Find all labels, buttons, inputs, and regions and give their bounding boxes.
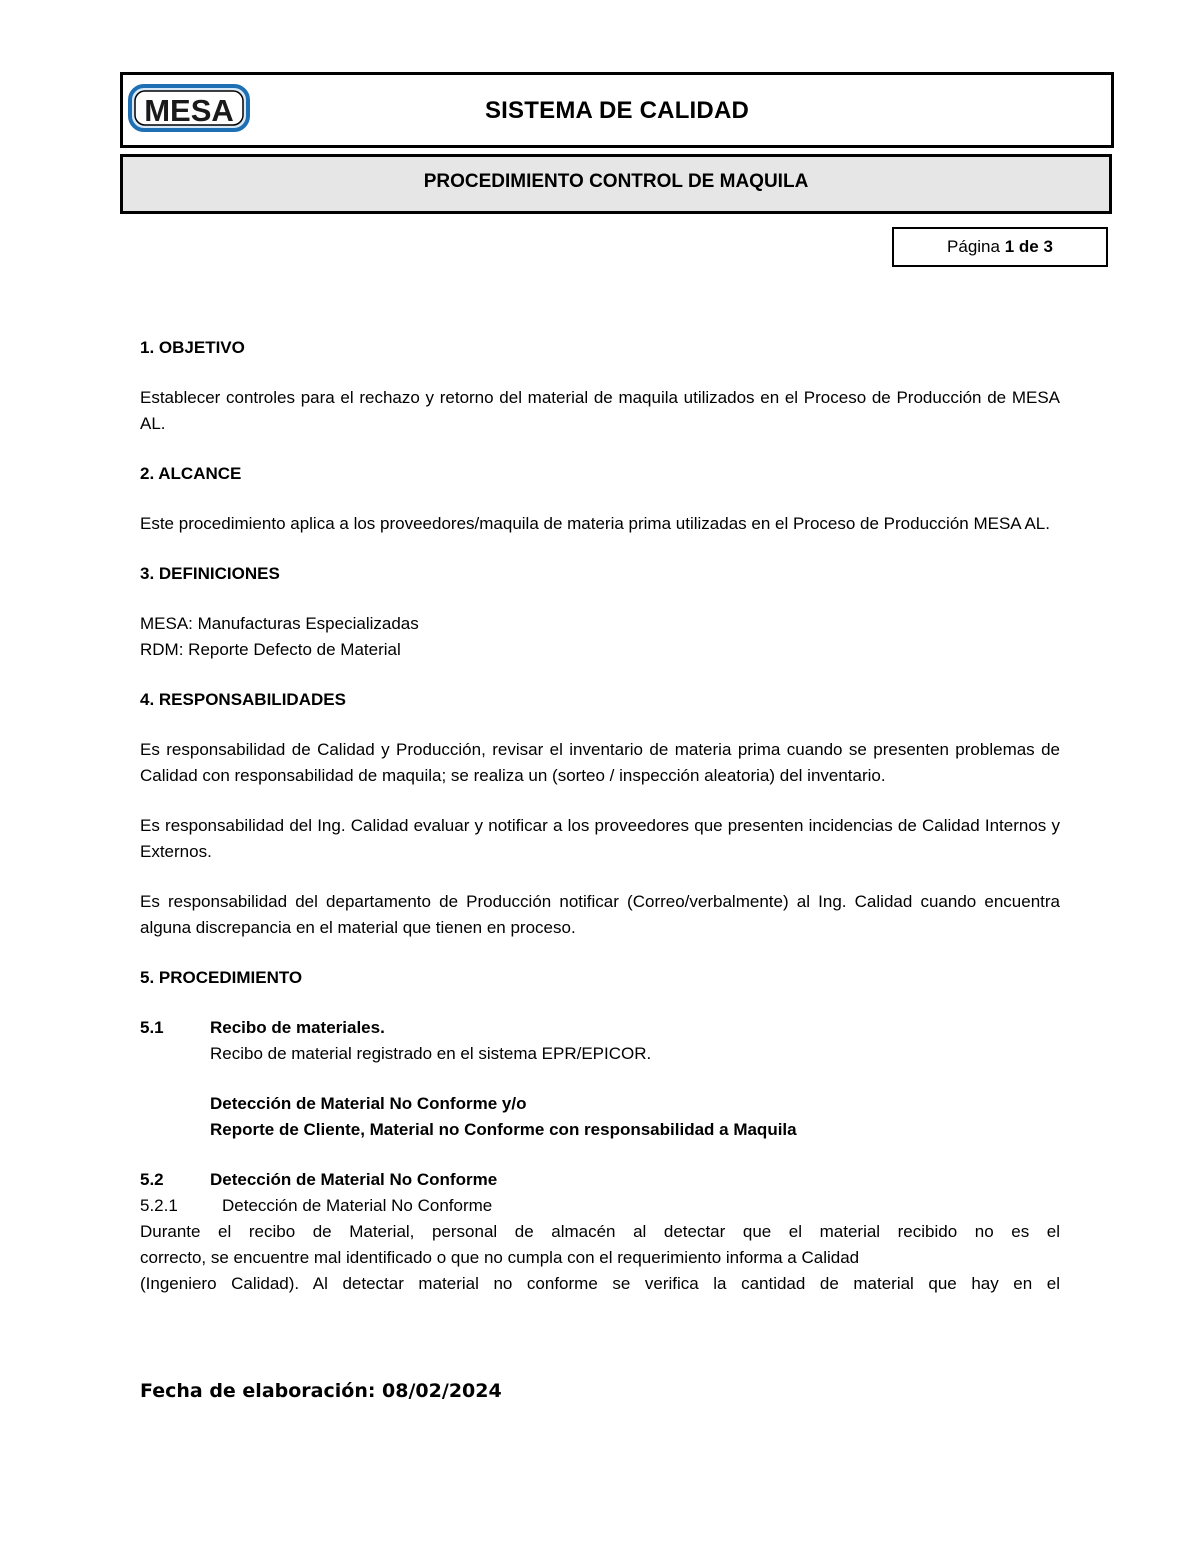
section-heading-objetivo: 1. OBJETIVO [140,338,245,357]
page-total: 3 [1043,237,1053,256]
page-current: 1 [1004,237,1015,256]
subsection-bold-line: Reporte de Cliente, Material no Conforme con responsabilidad a Maquila [210,1120,797,1139]
document-title: SISTEMA DE CALIDAD [484,97,750,124]
alcance-text: Este procedimiento aplica a los proveedores/maquila de materia prima utilizadas en el Proceso de Producción MESA AL. [140,514,1050,533]
page-label: Página [947,237,1000,256]
responsabilidad-paragraph: Es responsabilidad del departamento de Producción notificar (Correo/verbalmente) al Ing. Calidad cuando encuentra alguna discrepancia en el material que tienen en proceso. [140,892,1060,937]
section-heading-procedimiento: 5. PROCEDIMIENTO [140,968,303,987]
section-heading-alcance: 2. ALCANCE [140,464,242,483]
responsabilidad-paragraph: Es responsabilidad del Ing. Calidad evaluar y notificar a los proveedores que presenten incidencias de Calidad Internos y Externos. [140,816,1060,861]
subsection-number: 5.1 [140,1018,164,1037]
page-indicator [892,227,1108,267]
subsection-5-2-header [140,1167,1060,1193]
section-heading-definiciones: 3. DEFINICIONES [140,564,280,583]
section-heading-responsabilidades: 4. RESPONSABILIDADES [140,690,346,709]
subsection-title: Recibo de materiales. [210,1018,385,1037]
procedure-title-box [120,154,1112,214]
page-of: de [1018,237,1039,256]
responsabilidad-paragraph: Es responsabilidad de Calidad y Producción, revisar el inventario de materia prima cuando se presenten problemas de Calidad con responsabilidad de maquila; se realiza un (sorteo / inspección aleatoria) del inventario. [140,740,1060,785]
definition-item: MESA: Manufacturas Especializadas [140,614,419,633]
subsection-5-2-1-header [140,1193,1060,1219]
subsection-5-2-1-line: correcto, se encuentre mal identificado o que no cumpla con el requerimiento informa a Calidad [140,1248,860,1267]
svg-text:MESA: MESA [144,93,234,128]
subsection-title: Detección de Material No Conforme [222,1196,493,1215]
fecha-elaboracion: Fecha de elaboración: 08/02/2024 [140,1380,502,1402]
subsection-number: 5.2 [140,1170,164,1189]
procedure-title: PROCEDIMIENTO CONTROL DE MAQUILA [423,171,809,192]
subsection-title: Detección de Material No Conforme [210,1170,498,1189]
definition-item: RDM: Reporte Defecto de Material [140,640,401,659]
subsection-5-2-1-line: (Ingeniero Calidad). Al detectar material no conforme se verifica la cantidad de material que hay en el [140,1274,1060,1293]
subsection-5-2-1-line: Durante el recibo de Material, personal de almacén al detectar que el material recibido no es el [140,1222,1060,1241]
document-header [120,72,1114,148]
objetivo-text: Establecer controles para el rechazo y retorno del material de maquila utilizados en el Proceso de Producción de MESA AL. [140,388,1060,433]
subsection-bold-line: Detección de Material No Conforme y/o [210,1094,527,1113]
subsection-5-1-text: Recibo de material registrado en el sistema EPR/EPICOR. [210,1044,652,1063]
document-body [140,335,1060,1297]
subsection-5-1-header [140,1015,1060,1041]
subsection-number: 5.2.1 [140,1196,178,1215]
